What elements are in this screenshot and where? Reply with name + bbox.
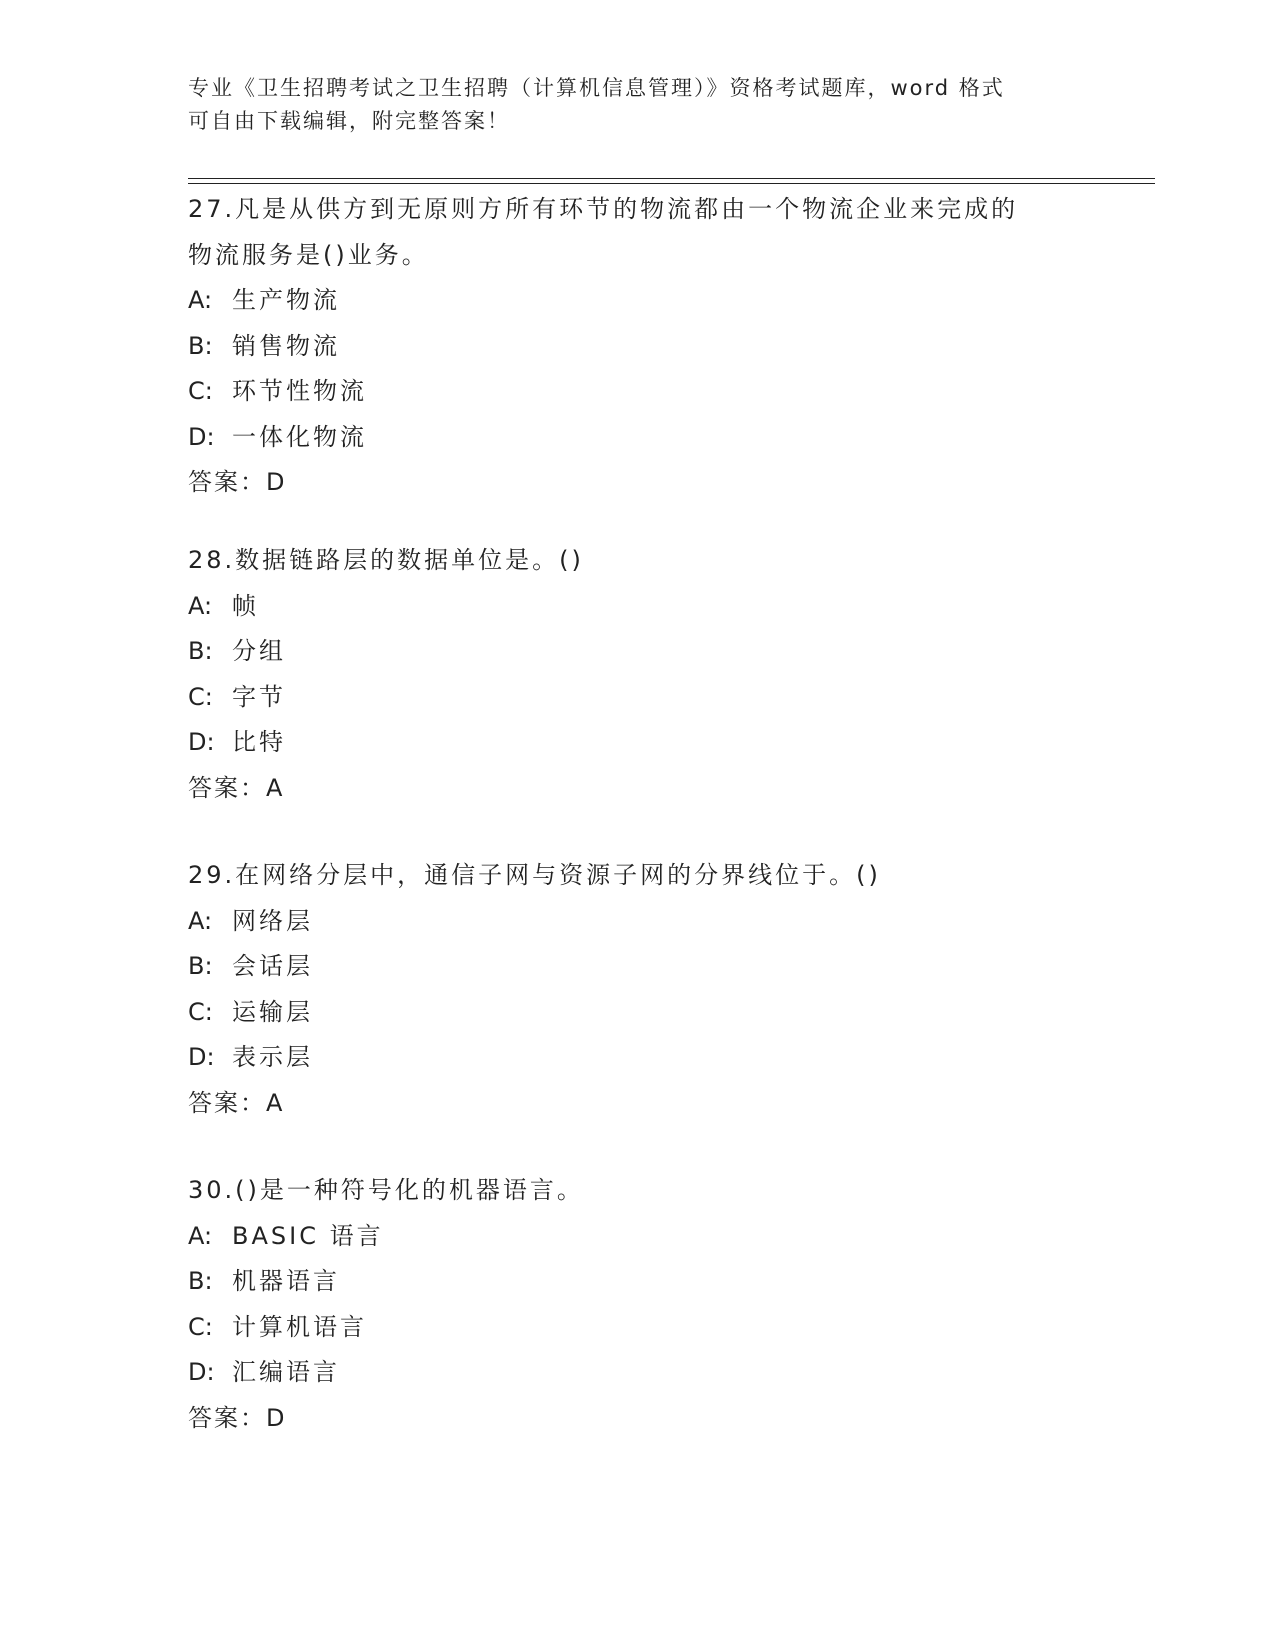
option-b: [188, 1259, 1088, 1305]
answer-line: 答案：D: [188, 468, 287, 496]
option-text: 生产物流: [232, 286, 340, 314]
option-text: 机器语言: [232, 1267, 340, 1295]
option-letter: A:: [188, 906, 213, 935]
option-d: [188, 415, 1088, 461]
option-c: [188, 990, 1088, 1036]
option-a: [188, 278, 1088, 324]
question-stem-line-2: 物流服务是()业务。: [188, 240, 429, 269]
option-d: [188, 1350, 1088, 1396]
option-text: 表示层: [232, 1043, 313, 1071]
option-letter: A:: [188, 1221, 213, 1250]
option-a: [188, 899, 1088, 945]
header-divider-top: [188, 178, 1155, 179]
option-text: 运输层: [232, 997, 313, 1026]
option-letter: B:: [188, 331, 213, 360]
option-letter: C:: [188, 377, 213, 405]
option-b: [188, 629, 1088, 675]
question-27: [188, 187, 1088, 506]
option-text: 销售物流: [232, 331, 340, 360]
header-title-line-2: 可自由下载编辑，附完整答案！: [188, 109, 510, 133]
header-title-line-1: 专业《卫生招聘考试之卫生招聘（计算机信息管理）》资格考试题库，word 格式: [188, 76, 1005, 100]
option-letter: B:: [188, 952, 213, 980]
option-a: [188, 1214, 1088, 1260]
answer-line: 答案：A: [188, 773, 285, 802]
option-c: [188, 369, 1088, 415]
option-letter: A:: [188, 286, 213, 314]
option-text: 一体化物流: [232, 422, 367, 451]
answer-line: 答案：A: [188, 1088, 285, 1117]
question-stem-line-1: 29.在网络分层中，通信子网与资源子网的分界线位于。(): [188, 861, 881, 889]
option-letter: A:: [188, 591, 213, 620]
option-letter: D:: [188, 1043, 215, 1071]
option-letter: D:: [188, 1358, 215, 1386]
option-text: 会话层: [232, 952, 313, 980]
option-a: [188, 584, 1088, 630]
option-text: 分组: [232, 637, 286, 665]
header-divider-bottom: [188, 183, 1155, 184]
option-text: 网络层: [232, 906, 313, 935]
option-letter: C:: [188, 682, 213, 711]
question-stem-line-1: 28.数据链路层的数据单位是。(): [188, 546, 584, 574]
question-29: [188, 853, 1088, 1126]
question-stem-line-1: 27.凡是从供方到无原则方所有环节的物流都由一个物流企业来完成的: [188, 195, 1019, 223]
option-letter: D:: [188, 728, 215, 756]
option-text: 汇编语言: [232, 1358, 340, 1386]
option-text: 字节: [232, 682, 286, 711]
option-text: BASIC 语言: [232, 1221, 384, 1250]
option-d: [188, 1035, 1088, 1081]
option-text: 比特: [232, 728, 286, 756]
answer-line: 答案：D: [188, 1403, 287, 1432]
option-letter: C:: [188, 997, 213, 1026]
option-d: [188, 720, 1088, 766]
question-30: [188, 1168, 1088, 1441]
option-b: [188, 944, 1088, 990]
option-letter: C:: [188, 1312, 213, 1341]
option-text: 环节性物流: [232, 377, 367, 405]
option-text: 帧: [232, 591, 259, 620]
question-stem-line-1: 30.()是一种符号化的机器语言。: [188, 1176, 584, 1204]
option-letter: D:: [188, 422, 215, 451]
option-letter: B:: [188, 637, 213, 665]
option-letter: B:: [188, 1267, 213, 1295]
option-text: 计算机语言: [232, 1312, 367, 1341]
document-header: [188, 72, 1068, 138]
option-b: [188, 324, 1088, 370]
option-c: [188, 1305, 1088, 1351]
option-c: [188, 675, 1088, 721]
question-28: [188, 538, 1088, 811]
